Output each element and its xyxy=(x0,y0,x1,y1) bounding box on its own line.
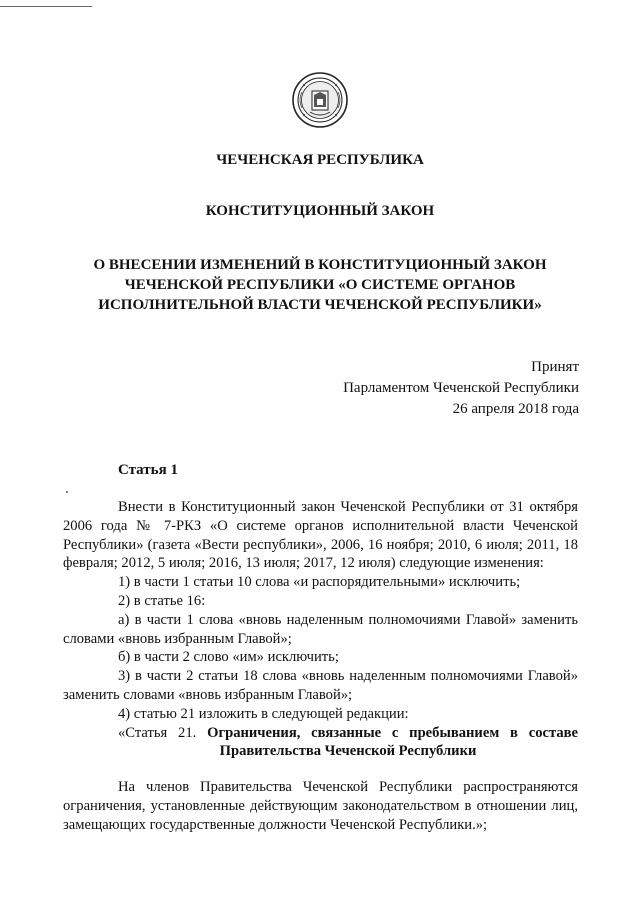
amendment-item: 2) в статье 16: xyxy=(118,592,206,609)
adopted-by: Парламентом Чеченской Республики xyxy=(343,380,579,396)
article-body xyxy=(63,498,578,835)
law-title-line: ЧЕЧЕНСКОЙ РЕСПУБЛИКИ «О СИСТЕМЕ ОРГАНОВ xyxy=(124,277,516,293)
law-title-line: ИСПОЛНИТЕЛЬНОЙ ВЛАСТИ ЧЕЧЕНСКОЙ РЕСПУБЛИКИ» xyxy=(98,297,542,313)
amendment-subitem: б) в части 2 слово «им» исключить; xyxy=(118,649,339,666)
new-article-heading xyxy=(63,724,578,743)
new-article-number: «Статья 21. xyxy=(118,724,197,741)
margin-mark xyxy=(66,491,68,493)
adopted-date: 26 апреля 2018 года xyxy=(452,401,579,417)
top-rule xyxy=(0,6,92,7)
law-type-heading: КОНСТИТУЦИОННЫЙ ЗАКОН xyxy=(205,203,435,219)
new-article-title: Ограничения, связанные с пребыванием в составе xyxy=(207,724,578,741)
republic-heading: ЧЕЧЕНСКАЯ РЕСПУБЛИКА xyxy=(216,152,424,168)
article-heading: Статья 1 xyxy=(118,462,178,478)
amendment-item: 1) в части 1 статьи 10 слова «и распорядительными» исключить; xyxy=(118,574,521,591)
amendment-item: 4) статью 21 изложить в следующей редакции: xyxy=(118,705,409,722)
amendment-subitem: а) в части 1 слова «вновь наделенным полномочиями Главой» заменить словами «вновь избранным Главой»; xyxy=(63,611,578,647)
adoption-block xyxy=(343,357,579,420)
adopted-label: Принят xyxy=(531,359,579,375)
law-title xyxy=(40,255,600,315)
law-title-line: О ВНЕСЕНИИ ИЗМЕНЕНИЙ В КОНСТИТУЦИОННЫЙ ЗАКОН xyxy=(93,257,547,273)
amendment-item: 3) в части 2 статьи 18 слова «вновь наделенным полномочиями Главой» заменить словами «вновь избранным Главой»; xyxy=(63,668,578,703)
coat-of-arms-emblem xyxy=(292,72,348,128)
article-intro: Внести в Конституционный закон Чеченской Республики от 31 октября 2006 года № 7-РКЗ «О системе органов исполнительной власти Чеченской Республики» (газета «Вести республики», 2006, 16 ноября; 2010, 6 июля; 2011, 18 февраля; 2012, 5 июля; 2016, 13 июля; 2017, 12 июля) следующие изменения: xyxy=(63,499,578,572)
new-article-body: На членов Правительства Чеченской Республики распространяются ограничения, установленные действующим законодательством в отношении лиц, замещающих государственные должности Чеченской Республики.»; xyxy=(63,779,578,833)
new-article-title-cont: Правительства Чеченской Республики xyxy=(219,743,477,760)
